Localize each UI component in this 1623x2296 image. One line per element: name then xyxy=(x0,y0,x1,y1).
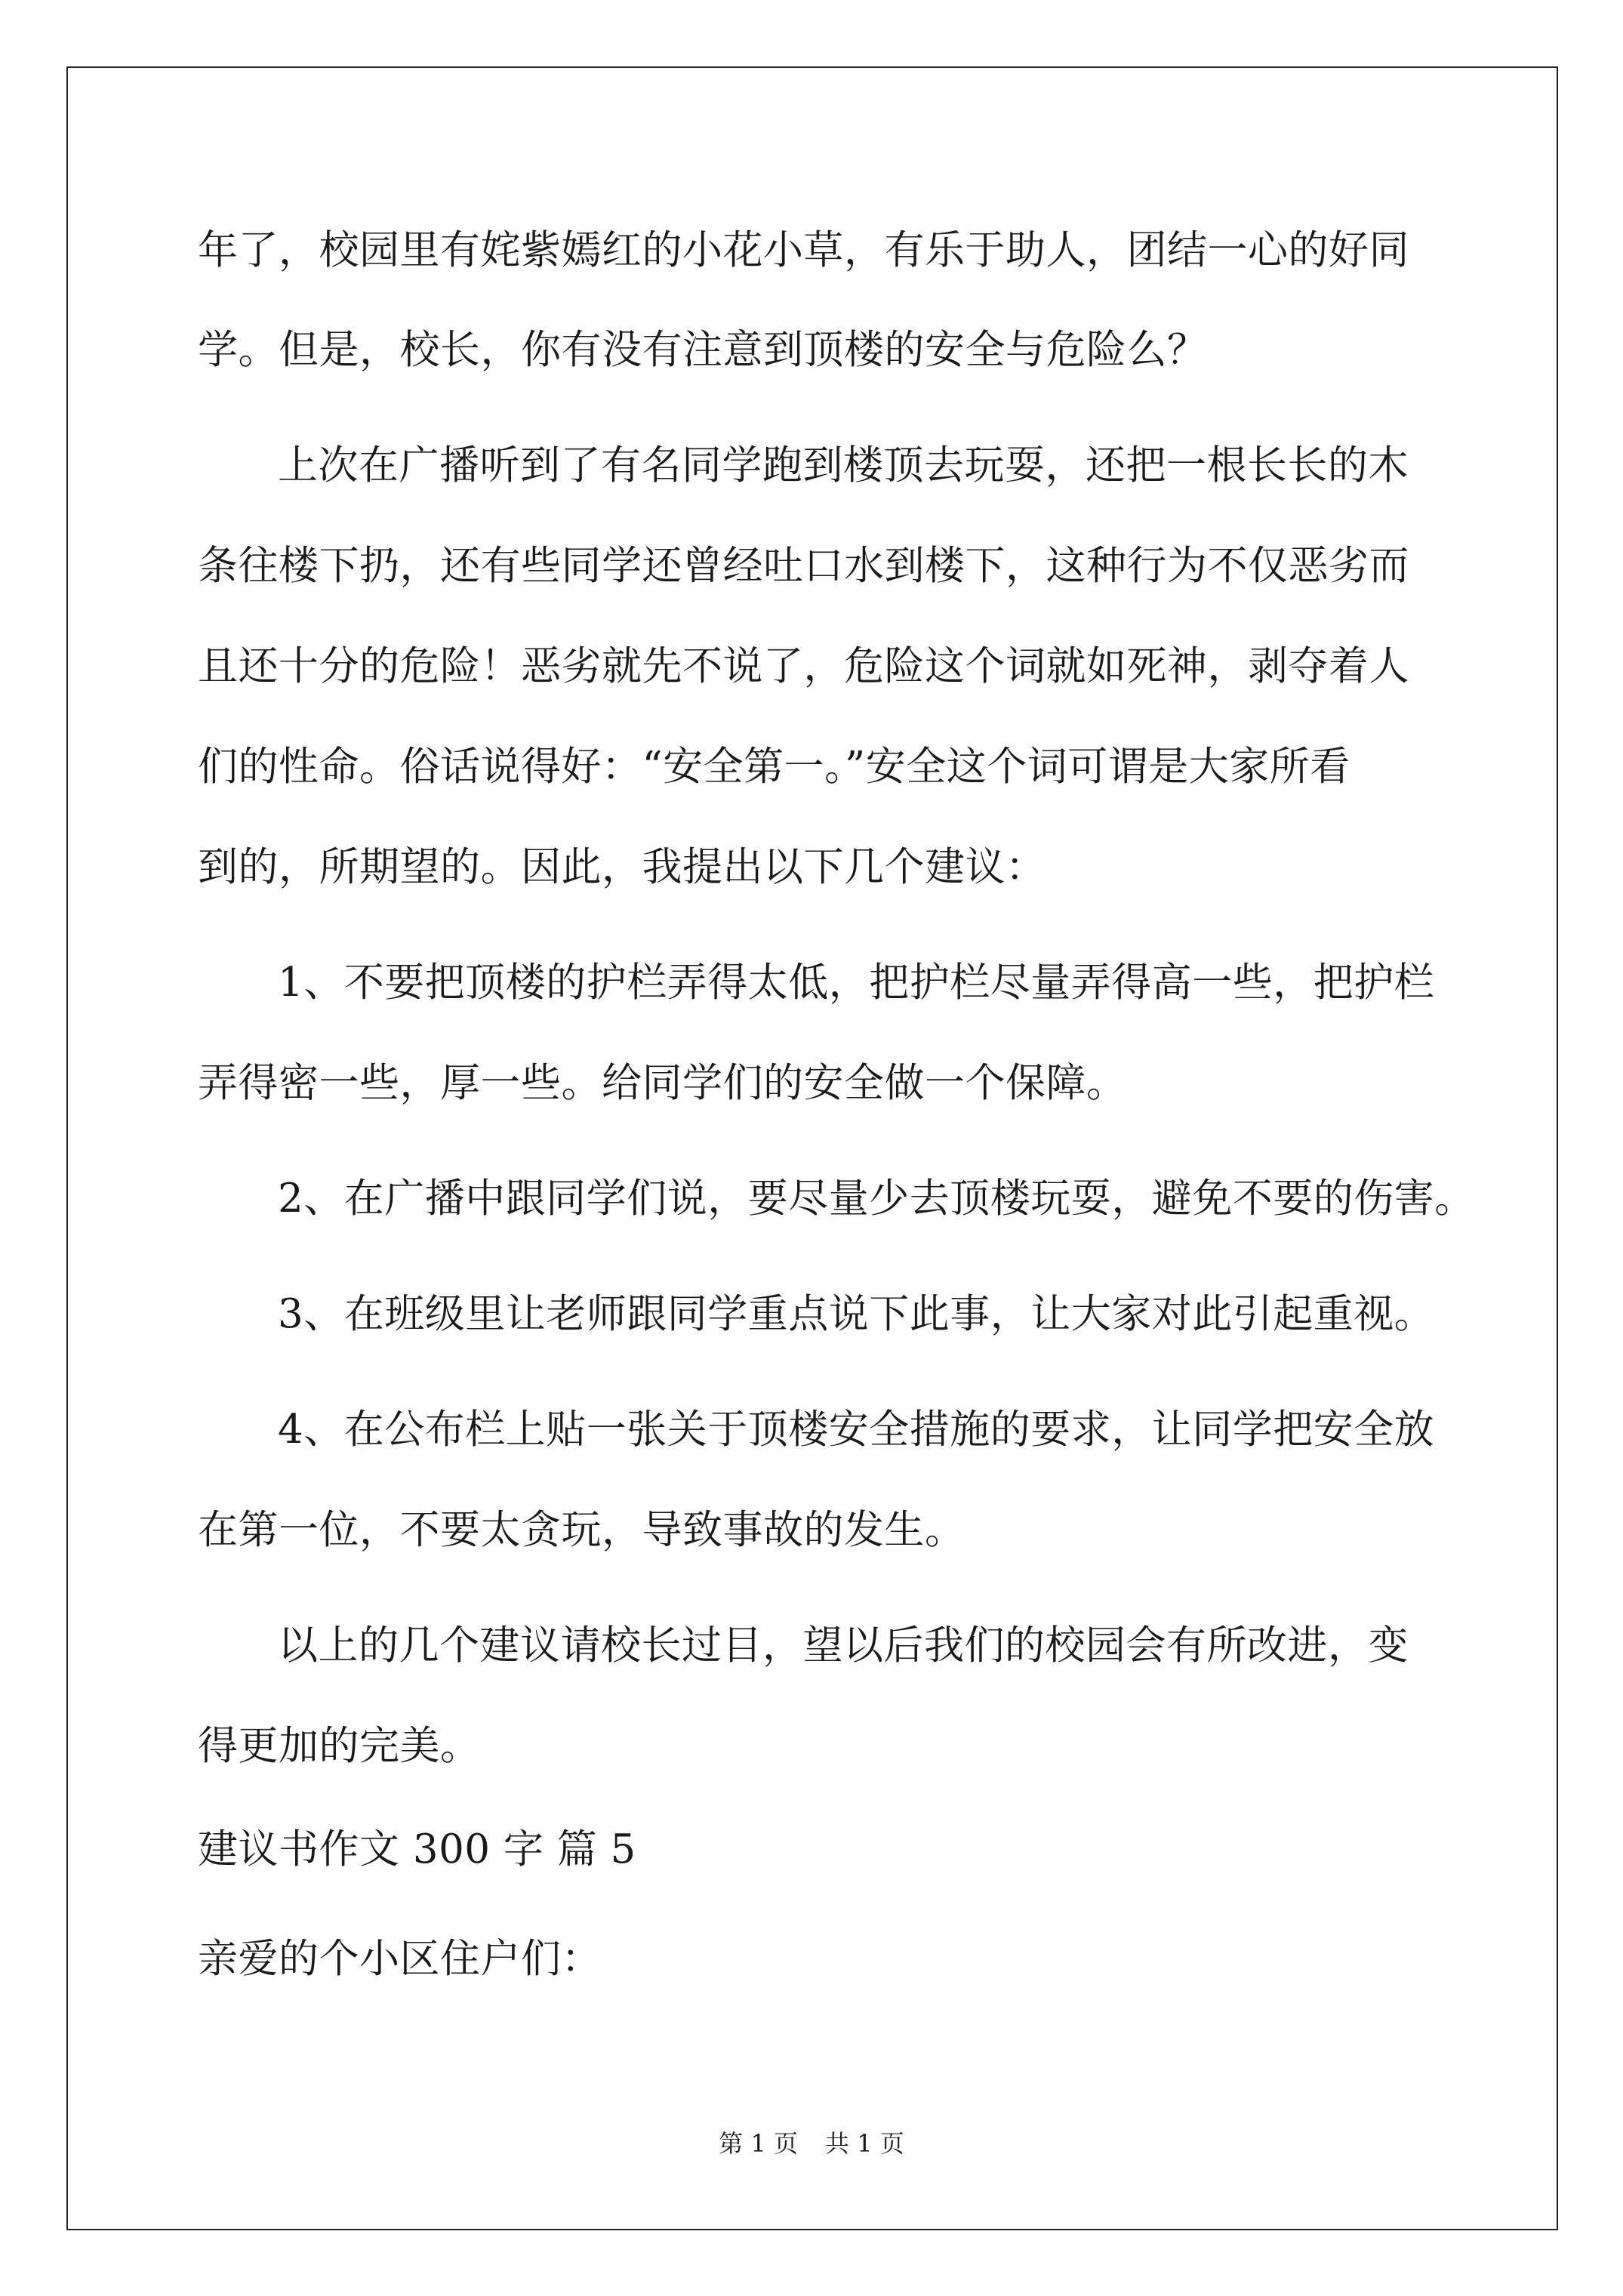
page-number: 第 1 页 xyxy=(719,2129,798,2158)
list-item-4: 4、在公布栏上贴一张关于顶楼安全措施的要求，让同学把安全放 xyxy=(278,1407,1435,1453)
text-line: 在第一位，不要太贪玩，导致事故的发生。 xyxy=(198,1507,965,1553)
list-item-2: 2、在广播中跟同学们说，要尽量少去顶楼玩耍，避免不要的伤害。 xyxy=(278,1176,1475,1222)
page-total: 共 1 页 xyxy=(825,2129,904,2158)
paragraph-first-line: 以上的几个建议请校长过目，望以后我们的校园会有所改进，变 xyxy=(278,1623,1409,1669)
text-line: 且还十分的危险！恶劣就先不说了，危险这个词就如死神，剥夺着人 xyxy=(198,643,1409,689)
text-line: 弄得密一些，厚一些。给同学们的安全做一个保障。 xyxy=(198,1060,1127,1106)
text-line: 到的，所期望的。因此，我提出以下几个建议： xyxy=(198,844,1046,890)
list-item-3: 3、在班级里让老师跟同学重点说下此事，让大家对此引起重视。 xyxy=(278,1291,1435,1337)
text-line: 年了，校园里有姹紫嫣红的小花小草，有乐于助人，团结一心的好同 xyxy=(198,227,1409,273)
section-heading: 建议书作文 300 字 篇 5 xyxy=(198,1826,636,1872)
text-line: 们的性命。俗话说得好：“安全第一。”安全这个词可谓是大家所看 xyxy=(198,744,1350,790)
list-item-1: 1、不要把顶楼的护栏弄得太低，把护栏尽量弄得高一些，把护栏 xyxy=(278,960,1435,1006)
salutation: 亲爱的个小区住户们： xyxy=(198,1936,602,1982)
text-line: 得更加的完美。 xyxy=(198,1723,481,1769)
page-footer xyxy=(0,2128,1623,2159)
paragraph-first-line: 上次在广播听到了有名同学跑到楼顶去玩耍，还把一根长长的木 xyxy=(278,442,1409,488)
text-line: 学。但是，校长，你有没有注意到顶楼的安全与危险么？ xyxy=(198,327,1208,373)
text-line: 条往楼下扔，还有些同学还曾经吐口水到楼下，这种行为不仅恶劣而 xyxy=(198,543,1409,589)
